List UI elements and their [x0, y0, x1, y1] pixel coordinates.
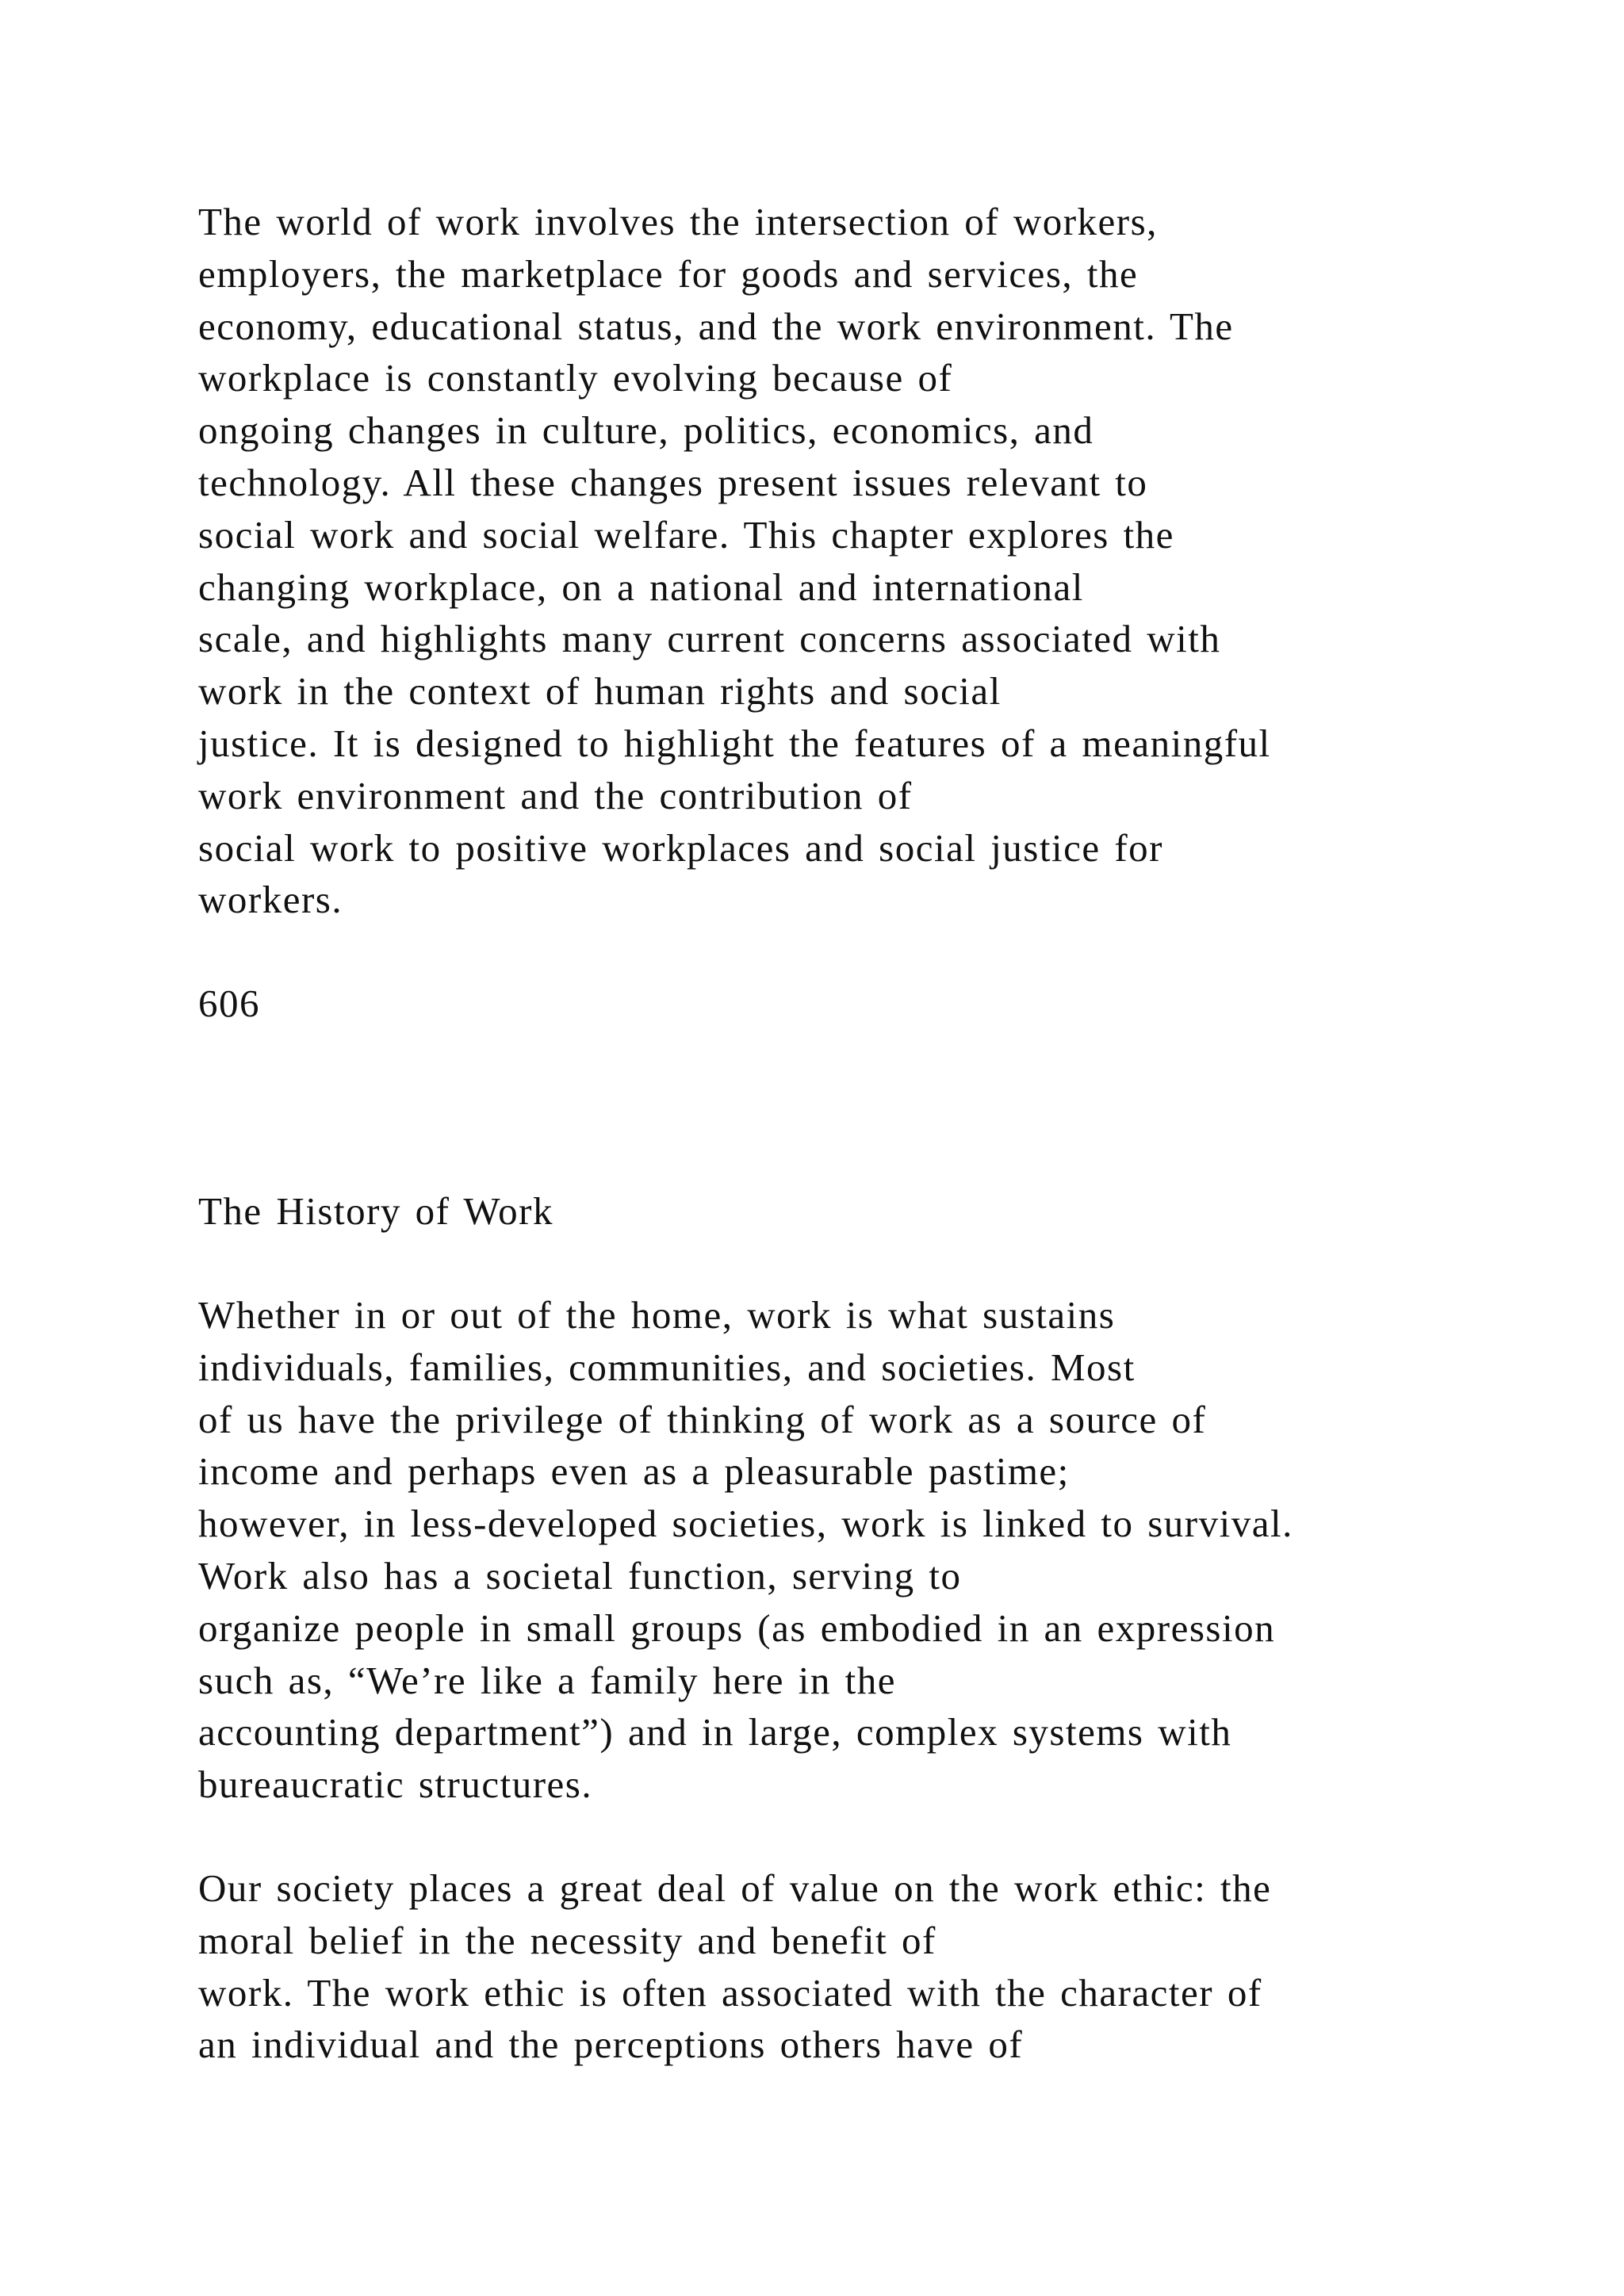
text-line: work in the context of human rights and social: [198, 669, 1002, 714]
text-line: scale, and highlights many current concerns associated with: [198, 617, 1221, 661]
text-line: economy, educational status, and the work environment. The: [198, 304, 1234, 348]
history-paragraph-1: [198, 1289, 1610, 1811]
text-line: technology. All these changes present issues relevant to: [198, 460, 1148, 504]
intro-paragraph: [198, 196, 1610, 926]
text-line: workplace is constantly evolving because of: [198, 356, 953, 400]
page-number: [198, 978, 1610, 1030]
text-line: social work and social welfare. This chapter explores the: [198, 512, 1174, 557]
text-line: social work to positive workplaces and social justice for: [198, 825, 1163, 870]
section-heading: [198, 1185, 1610, 1238]
text-line: Our society places a great deal of value on the work ethic: the: [198, 1866, 1272, 1910]
text-line: Work also has a societal function, serving to: [198, 1553, 962, 1598]
text-line: moral belief in the necessity and benefit of: [198, 1918, 936, 1962]
history-paragraph-2: [198, 1862, 1610, 2071]
text-line: changing workplace, on a national and international: [198, 564, 1084, 609]
text-line: accounting department”) and in large, complex systems with: [198, 1710, 1232, 1755]
text-line: however, in less-developed societies, work is linked to survival.: [198, 1502, 1293, 1546]
text-line: work environment and the contribution of: [198, 773, 913, 817]
text-line: bureaucratic structures.: [198, 1762, 593, 1807]
text-line: an individual and the perceptions others have of: [198, 2022, 1024, 2067]
text-line: organize people in small groups (as embodied in an expression: [198, 1605, 1276, 1650]
text-line: ongoing changes in culture, politics, economics, and: [198, 408, 1094, 453]
text-line: income and perhaps even as a pleasurable pastime;: [198, 1449, 1070, 1494]
text-line: workers.: [198, 878, 343, 922]
text-line: Whether in or out of the home, work is what sustains: [198, 1293, 1116, 1337]
text-line: The world of work involves the intersection of workers,: [198, 200, 1158, 243]
page-number-text: 606: [198, 982, 260, 1025]
text-line: work. The work ethic is often associated with the character of: [198, 1970, 1262, 2015]
text-line: individuals, families, communities, and societies. Most: [198, 1345, 1136, 1389]
text-line: such as, “We’re like a family here in the: [198, 1658, 897, 1702]
text-line: justice. It is designed to highlight the features of a meaningful: [198, 721, 1271, 765]
text-line: of us have the privilege of thinking of work as a source of: [198, 1397, 1207, 1441]
text-line: employers, the marketplace for goods and services, the: [198, 251, 1139, 296]
section-heading-text: The History of Work: [198, 1189, 554, 1233]
